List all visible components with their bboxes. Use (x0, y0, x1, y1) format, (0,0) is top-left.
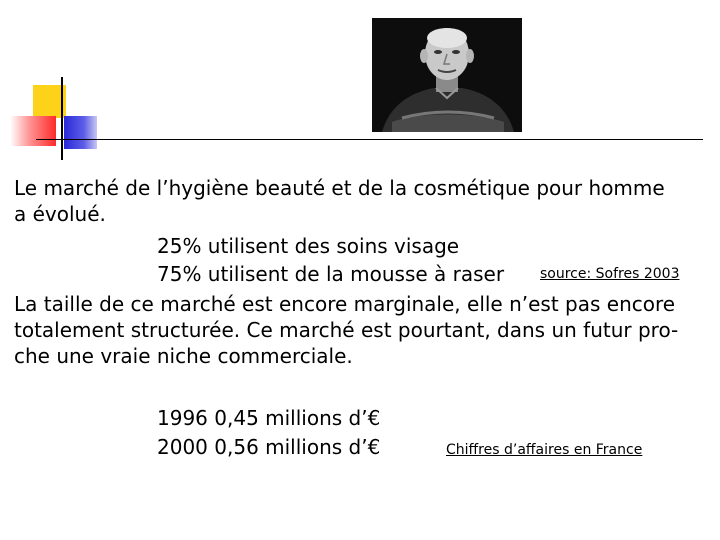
vertical-rule (61, 77, 63, 160)
red-square-decoration (10, 116, 56, 146)
stat-shaving-foam: 75% utilisent de la mousse à raser (157, 262, 505, 286)
source-note: source: Sofres 2003 (540, 266, 680, 282)
paragraph-line-2: totalement structurée. Ce marché est pourtant, dans un futur pro- (14, 318, 679, 342)
revenue-1996: 1996 0,45 millions d’€ (157, 406, 381, 430)
horizontal-rule (36, 139, 703, 140)
paragraph-line-1: La taille de ce marché est encore marginale, elle n’est pas encore (14, 292, 676, 316)
revenue-2000: 2000 0,56 millions d’€ (157, 435, 381, 459)
blue-square-decoration (64, 116, 97, 149)
stat-face-care: 25% utilisent des soins visage (157, 234, 460, 258)
revenue-caption: Chiffres d’affaires en France (446, 442, 643, 458)
portrait-photo (372, 18, 522, 132)
intro-line-1: Le marché de l’hygiène beauté et de la cosmétique pour homme (14, 176, 665, 200)
intro-line-2: a évolué. (14, 202, 106, 226)
paragraph-line-3: che une vraie niche commerciale. (14, 344, 353, 368)
